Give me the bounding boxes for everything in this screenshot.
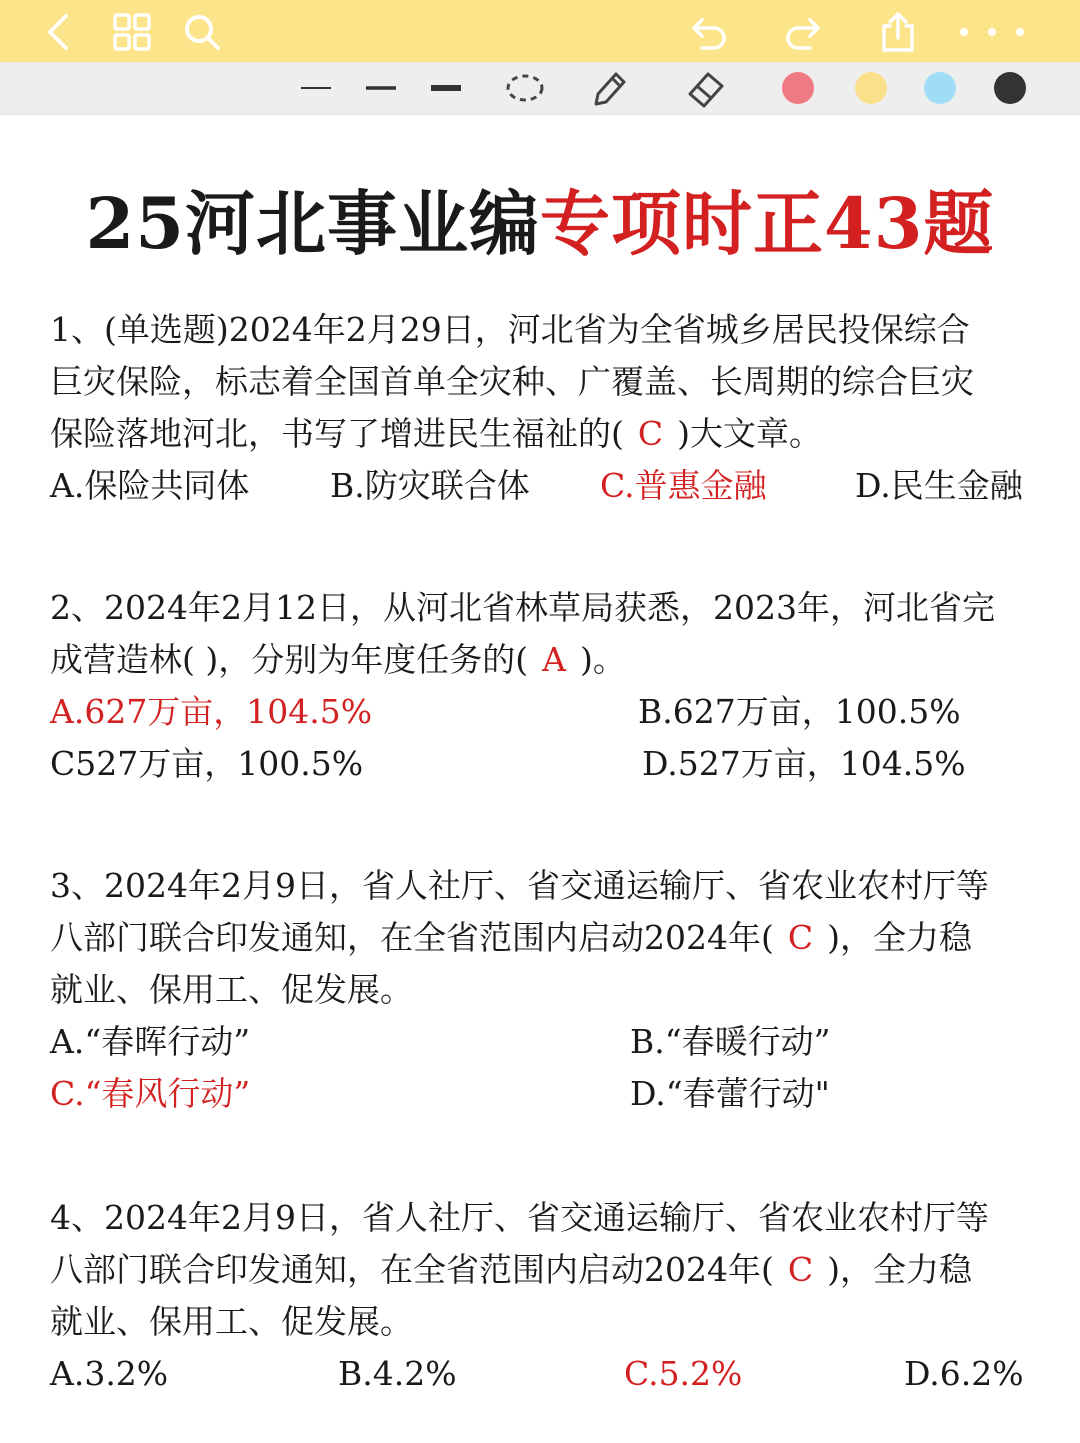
lasso-icon[interactable] [504, 68, 546, 108]
share-icon[interactable] [876, 10, 920, 54]
option-c-correct: C.5.2% [624, 1354, 743, 1393]
option-d: D.527万亩，104.5% [642, 744, 966, 783]
question-3 [50, 860, 1040, 1016]
medium-line-icon[interactable] [365, 68, 397, 108]
undo-icon[interactable] [688, 10, 732, 54]
option-c-correct: C.普惠金融 [600, 466, 767, 505]
pen-toolbar [0, 62, 1080, 115]
thick-line-icon[interactable] [430, 68, 462, 108]
option-b: B.防灾联合体 [330, 466, 530, 505]
black-color-swatch[interactable] [994, 72, 1026, 104]
option-c: C527万亩，100.5% [50, 744, 364, 783]
yellow-color-swatch[interactable] [855, 72, 887, 104]
option-b: B.“春暖行动” [630, 1022, 831, 1061]
question-text-line: 就业、保用工、促发展。 [50, 970, 413, 1009]
option-a-correct: A.627万亩，104.5% [50, 692, 373, 731]
question-text-line: 1、(单选题)2024年2月29日，河北省为全省城乡居民投保综合 [50, 310, 970, 349]
option-a: A.保险共同体 [50, 466, 250, 505]
blue-color-swatch[interactable] [924, 72, 956, 104]
question-2 [50, 582, 1040, 686]
option-b: B.627万亩，100.5% [638, 692, 961, 731]
pink-color-swatch[interactable] [782, 72, 814, 104]
question-4 [50, 1192, 1040, 1348]
question-text-line: 就业、保用工、促发展。 [50, 1302, 413, 1341]
answer-mark: C [637, 414, 664, 453]
option-a: A.“春晖行动” [50, 1022, 251, 1061]
question-1 [50, 304, 1040, 460]
option-d: D.民生金融 [855, 466, 1023, 505]
title-red: 专项时正43题 [540, 182, 995, 265]
title-black: 25河北事业编 [85, 182, 540, 265]
option-b: B.4.2% [338, 1354, 457, 1393]
more-icon[interactable] [956, 10, 1028, 54]
page-title [0, 168, 1080, 269]
grid-icon[interactable] [110, 10, 154, 54]
redo-icon[interactable] [780, 10, 824, 54]
answer-mark: A [542, 640, 566, 679]
question-text-line: 保险落地河北，书写了增进民生福祉的( C )大文章。 [50, 414, 822, 453]
question-text-line: 八部门联合印发通知，在全省范围内启动2024年( C )，全力稳 [50, 918, 972, 957]
question-text-line: 巨灾保险，标志着全国首单全灾种、广覆盖、长周期的综合巨灾 [50, 362, 974, 401]
pencil-icon[interactable] [588, 68, 630, 108]
search-icon[interactable] [180, 10, 224, 54]
option-c-correct: C.“春风行动” [50, 1074, 251, 1113]
question-text-line: 3、2024年2月9日，省人社厅、省交通运输厅、省农业农村厅等 [50, 866, 989, 905]
question-text-line: 成营造林( )，分别为年度任务的( A )。 [50, 640, 626, 679]
eraser-icon[interactable] [684, 68, 726, 108]
option-a: A.3.2% [50, 1354, 169, 1393]
answer-mark: C [787, 918, 814, 957]
top-toolbar [0, 0, 1080, 62]
option-d: D.“春蕾行动" [630, 1074, 830, 1113]
question-text-line: 4、2024年2月9日，省人社厅、省交通运输厅、省农业农村厅等 [50, 1198, 989, 1237]
back-icon[interactable] [38, 10, 82, 54]
question-text-line: 2、2024年2月12日，从河北省林草局获悉，2023年，河北省完 [50, 588, 995, 627]
thin-line-icon[interactable] [300, 68, 332, 108]
answer-mark: C [787, 1250, 814, 1289]
question-text-line: 八部门联合印发通知，在全省范围内启动2024年( C )，全力稳 [50, 1250, 972, 1289]
option-d: D.6.2% [904, 1354, 1024, 1393]
